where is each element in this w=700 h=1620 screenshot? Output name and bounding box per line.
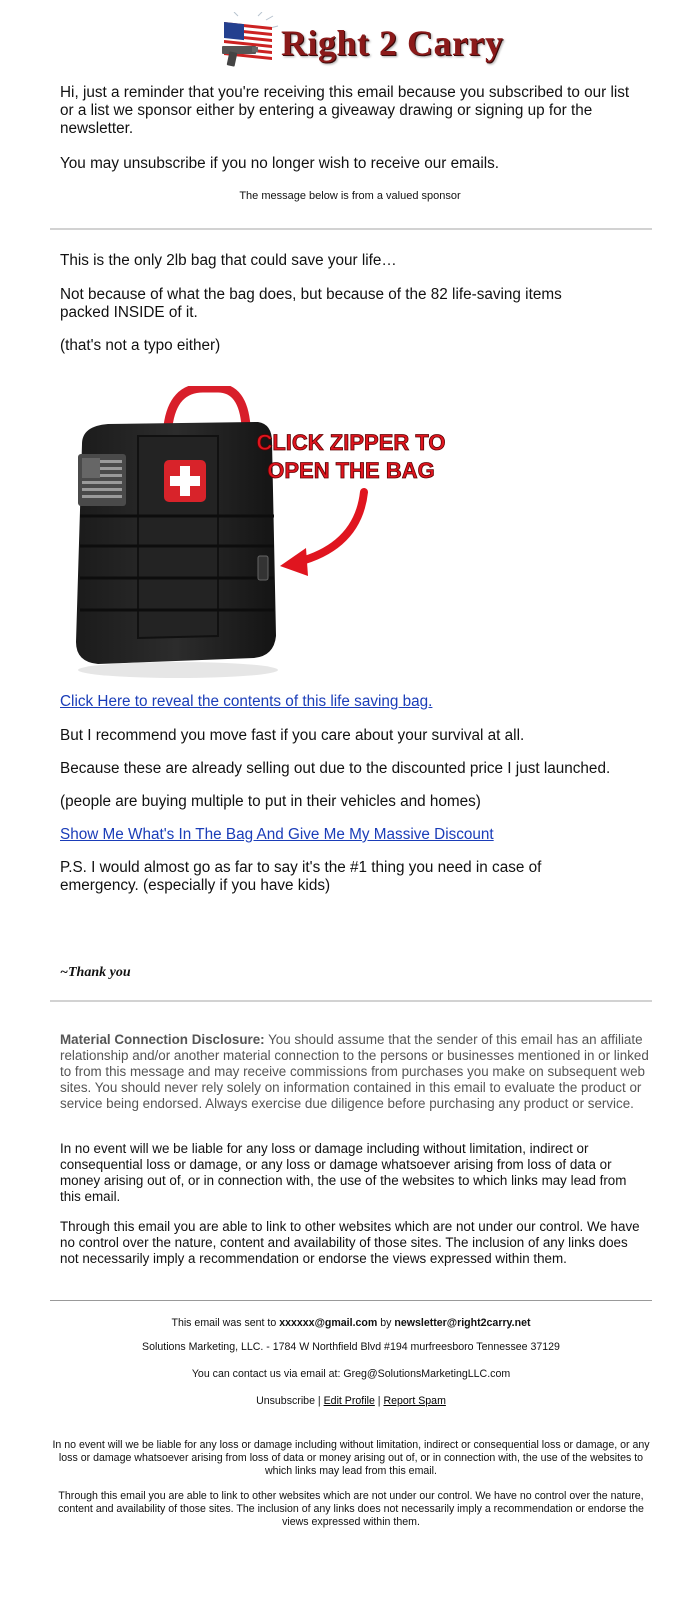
sponsor-note: The message below is from a valued sponsor xyxy=(239,190,461,202)
body-text: (people are buying multiple to put in their vehicles and homes) xyxy=(60,793,481,810)
sender-email: newsletter@right2carry.net xyxy=(394,1317,531,1329)
disclosure-text: You should assume that the sender of this email has an affiliate relationship and/or another material connection to the persons or businesses mentioned in or linked to from this message and may receive commissions from purchases you make on subsequent web sites. You should never rely solely on information contained in this email to evaluate the product or service being endorsed. Always exercise due diligence before purchasing any product or service. xyxy=(60,1032,649,1111)
signoff: ~Thank you xyxy=(60,965,131,980)
external-links-text: Through this email you are able to link to other websites which are not under our control. We have no control over the nature, content and availability of those sites. The inclusion of any links does not necessarily imply a recommendation or endorse the views expressed within them. xyxy=(60,1219,640,1266)
brand-logo[interactable] xyxy=(218,12,504,72)
recipient-email: xxxxxx@gmail.com xyxy=(279,1317,378,1329)
footer-external: Through this email you are able to link to other websites which are not under our control. We have no control over the nature, content and availability of those sites. The inclusion of any links does not necessarily imply a recommendation or endorse the views expressed within them. xyxy=(58,1490,644,1528)
unsubscribe-link[interactable]: Unsubscribe xyxy=(256,1395,315,1407)
product-image[interactable] xyxy=(68,386,468,686)
body-text: But I recommend you move fast if you care about your survival at all. xyxy=(60,727,525,744)
divider xyxy=(50,228,652,230)
headline: This is the only 2lb bag that could save your life… xyxy=(60,252,397,269)
divider xyxy=(50,1300,652,1301)
image-caption: CLICK ZIPPER TO xyxy=(256,430,446,455)
postal-address: Solutions Marketing, LLC. - 1784 W Northfield Blvd #194 murfreesboro Tennessee 37129 xyxy=(142,1341,560,1353)
reveal-link[interactable] xyxy=(60,693,645,711)
liability-text: In no event will we be liable for any loss or damage including without limitation, indirect or consequential loss or damage, or any loss or damage whatsoever arising from loss of data or money arising out of, or in connection with, the use of the websites to which links may lead from this email. xyxy=(60,1141,627,1204)
contact-line: You can contact us via email at: Greg@SolutionsMarketingLLC.com xyxy=(191,1368,511,1380)
disclosure-label: Material Connection Disclosure: xyxy=(60,1032,265,1047)
flag-gun-icon xyxy=(218,12,282,72)
body-text: Not because of what the bag does, but because of the 82 life-saving items packed INSIDE of it. xyxy=(60,286,562,321)
unsubscribe-note: You may unsubscribe if you no longer wish to receive our emails. xyxy=(60,155,500,172)
edit-profile-link[interactable]: Edit Profile xyxy=(323,1395,375,1407)
disclosure xyxy=(60,1032,650,1112)
intro-paragraph: Hi, just a reminder that you're receiving this email because you subscribed to our list or a list we sponsor either by entering a giveaway drawing or signing up for the newsletter. xyxy=(60,84,630,137)
footer-links: Unsubscribe | Edit Profile | Report Spam xyxy=(256,1395,446,1407)
sent-to-line: This email was sent to xxxxxx@gmail.com by newsletter@right2carry.net xyxy=(171,1317,531,1329)
discount-link[interactable] xyxy=(60,826,645,844)
reveal-link-text[interactable]: Click Here to reveal the contents of this life saving bag. xyxy=(60,693,433,710)
medical-bag-icon xyxy=(68,386,468,686)
footer-liability: In no event will we be liable for any loss or damage including without limitation, indirect or consequential loss or damage, or any loss or damage whatsoever arising from loss of data or money arising out of, or in connection with, the use of the websites to which links may lead from this email. xyxy=(52,1439,650,1477)
image-caption: OPEN THE BAG xyxy=(267,458,435,483)
divider xyxy=(50,1000,652,1002)
postscript: P.S. I would almost go as far to say it's the #1 thing you need in case of emergency. (especially if you have kids) xyxy=(60,859,542,894)
body-text: (that's not a typo either) xyxy=(60,337,221,354)
body-text: Because these are already selling out due to the discounted price I just launched. xyxy=(60,760,611,777)
brand-name: Right 2 Carry xyxy=(281,23,504,63)
discount-link-text[interactable]: Show Me What's In The Bag And Give Me My Massive Discount xyxy=(60,826,494,843)
report-spam-link[interactable]: Report Spam xyxy=(383,1395,446,1407)
